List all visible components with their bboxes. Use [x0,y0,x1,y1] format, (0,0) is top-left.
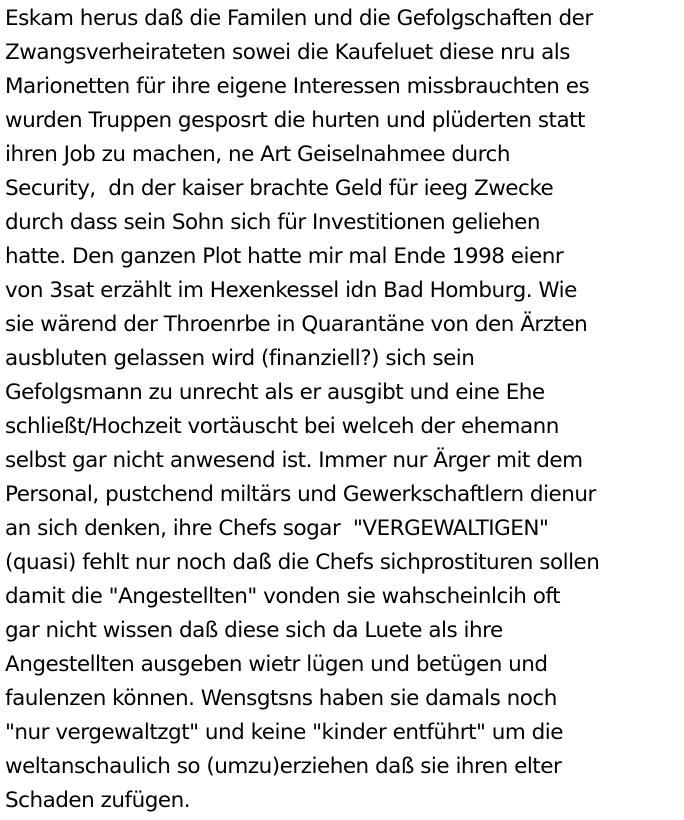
text-line-24: Schaden zufügen. [5,788,191,813]
text-line-18: damit die "Angestellten" vonden sie wahscheinlcih oft [5,584,561,609]
text-line-14: selbst gar nicht anwesend ist. Immer nur Ärger mit dem [5,448,583,473]
text-line-22: "nur vergewaltzgt" und keine "kinder entführt" um die [5,720,563,745]
text-line-1: Eskam herus daß die Familen und die Gefolgschaften der [5,6,593,31]
text-line-20: Angestellten ausgeben wietr lügen und betügen und [5,652,548,677]
text-line-6: Security, dn der kaiser brachte Geld für ieeg Zwecke [5,176,554,201]
text-line-15: Personal, pustchend miltärs und Gewerkschaftlern dienur [5,482,596,507]
text-line-13: schließt/Hochzeit vortäuscht bei welceh der ehemann [5,414,559,439]
text-line-16: an sich denken, ihre Chefs sogar "VERGEWALTIGEN" [5,516,549,541]
text-line-2: Zwangsverheirateten sowei die Kaufeluet diese nru als [5,40,570,65]
document-text [5,2,683,818]
text-line-10: sie wärend der Throenrbe in Quarantäne von den Ärzten [5,312,588,337]
text-line-7: durch dass sein Sohn sich für Investitionen geliehen [5,210,540,235]
text-line-11: ausbluten gelassen wird (finanziell?) sich sein [5,346,475,371]
text-line-4: wurden Truppen gesposrt die hurten und plüderten statt [5,108,585,133]
text-line-12: Gefolgsmann zu unrecht als er ausgibt und eine Ehe [5,380,545,405]
text-line-23: weltanschaulich so (umzu)erziehen daß sie ihren elter [5,754,562,779]
text-line-19: gar nicht wissen daß diese sich da Luete als ihre [5,618,503,643]
text-line-3: Marionetten für ihre eigene Interessen missbrauchten es [5,74,590,99]
text-line-5: ihren Job zu machen, ne Art Geiselnahmee durch [5,142,510,167]
text-line-9: von 3sat erzählt im Hexenkessel idn Bad Homburg. Wie [5,278,577,303]
text-line-17: (quasi) fehlt nur noch daß die Chefs sichprostituren sollen [5,550,600,575]
text-line-8: hatte. Den ganzen Plot hatte mir mal Ende 1998 eienr [5,244,564,269]
text-line-21: faulenzen können. Wensgtsns haben sie damals noch [5,686,557,711]
